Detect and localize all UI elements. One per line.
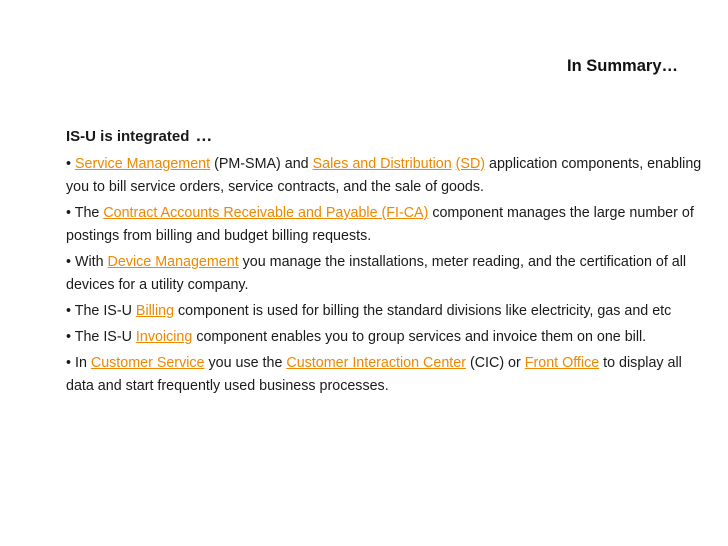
link-device-management[interactable]: Device Management	[107, 254, 239, 270]
link-service-management[interactable]: Service Management	[74, 156, 211, 172]
bullet-paragraph	[66, 153, 706, 199]
bullet-paragraph	[66, 326, 706, 349]
paragraph-text: • With	[66, 254, 108, 270]
paragraph-text: you use the	[204, 355, 287, 371]
paragraph-text: application components, enabling you to bill service orders, service contracts, and the sale of goods.	[66, 156, 702, 195]
link-customer-service[interactable]: Customer Service	[90, 355, 205, 371]
bullet-paragraph	[66, 352, 706, 398]
paragraph-text: component is used for billing the standard divisions like electricity, gas and etc	[174, 303, 672, 319]
link-sd[interactable]: (SD)	[455, 156, 486, 172]
link-front-office[interactable]: Front Office	[524, 355, 600, 371]
bullet-paragraph	[66, 251, 706, 297]
slide-content	[66, 126, 706, 401]
paragraph-text: component enables you to group services and invoice them on one bill.	[192, 329, 647, 345]
section-heading	[66, 126, 706, 147]
paragraph-text: • The	[66, 205, 104, 221]
link-invoicing[interactable]: Invoicing	[135, 329, 193, 345]
section-heading-ellipsis: …	[195, 126, 213, 145]
link-billing[interactable]: Billing	[135, 303, 175, 319]
paragraph-text: to display all data and start frequently used business processes.	[66, 355, 682, 394]
bullet-list	[66, 153, 706, 398]
bullet-paragraph	[66, 202, 706, 248]
paragraph-text: •	[66, 156, 75, 172]
section-heading-text: IS-U is integrated	[66, 128, 190, 145]
link-customer-interaction-center[interactable]: Customer Interaction Center	[286, 355, 466, 371]
paragraph-text: you manage the installations, meter reading, and the certification of all devices for a utility company.	[66, 254, 687, 293]
paragraph-text: component manages the large number of postings from billing and budget billing requests.	[66, 205, 694, 244]
bullet-paragraph	[66, 300, 706, 323]
paragraph-text: (CIC) or	[465, 355, 525, 371]
paragraph-text: (PM-SMA) and	[210, 156, 313, 172]
paragraph-text: • In	[66, 355, 91, 371]
paragraph-text: • The IS-U	[66, 303, 136, 319]
link-fi-ca[interactable]: Contract Accounts Receivable and Payable (FI-CA)	[103, 205, 429, 221]
paragraph-text: • The IS-U	[66, 329, 136, 345]
link-sales-and-distribution[interactable]: Sales and Distribution	[312, 156, 452, 172]
slide-title: In Summary…	[567, 57, 678, 75]
